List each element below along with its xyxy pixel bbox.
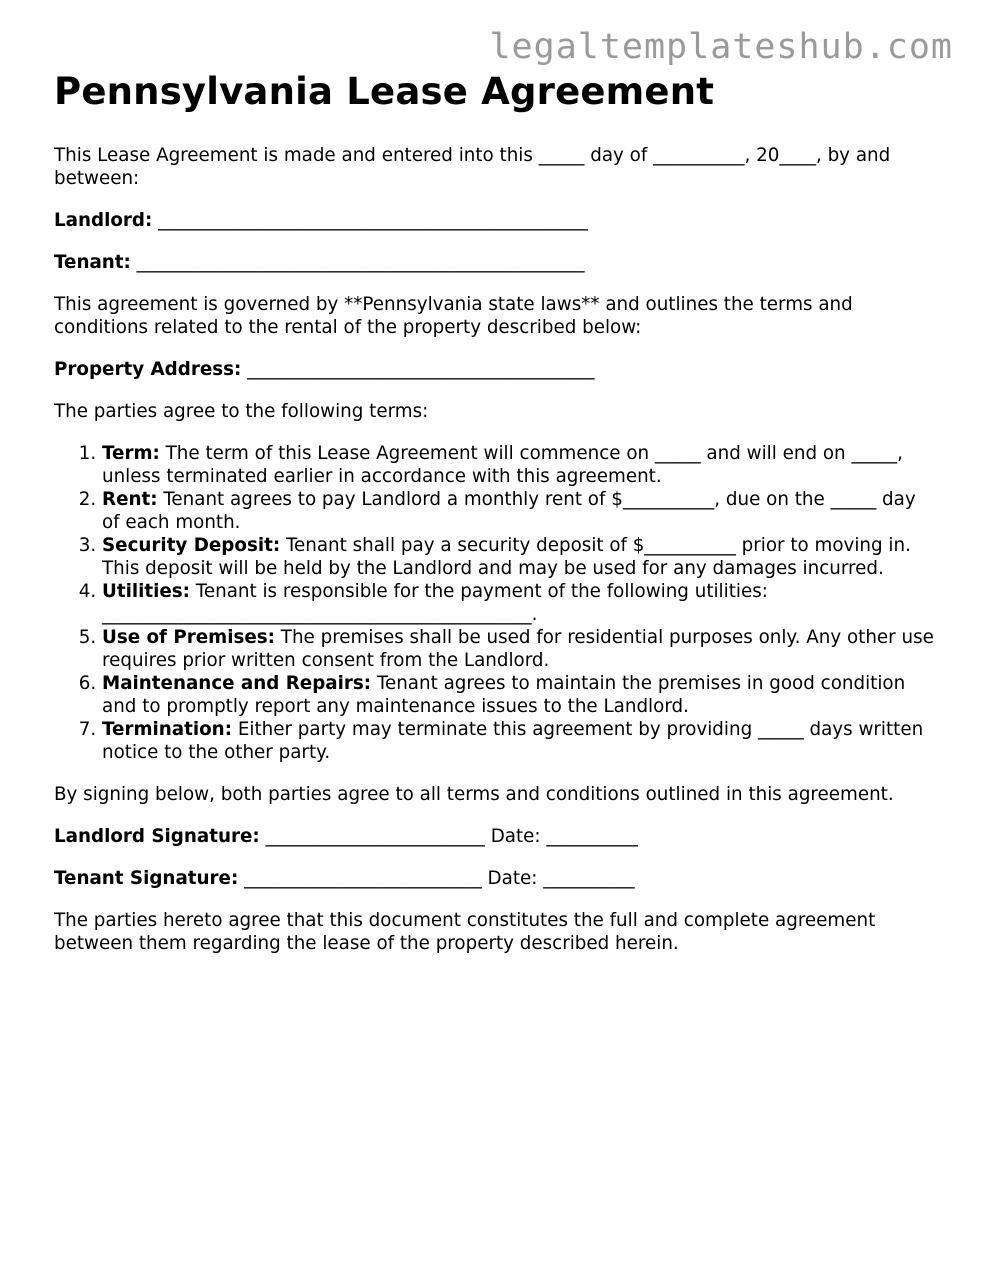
term-label: Term: — [102, 443, 160, 464]
terms-list — [54, 442, 934, 764]
landlord-line — [54, 209, 934, 232]
term-item — [102, 718, 934, 764]
landlord-label: Landlord: — [54, 210, 153, 231]
terms-intro: The parties agree to the following terms: — [54, 401, 429, 422]
term-text: The premises shall be used for residential purposes only. Any other use requires prior written consent from the Landlord. — [102, 627, 934, 671]
tenant-signature-blank: __________________________ — [244, 868, 482, 889]
term-label: Use of Premises: — [102, 627, 275, 648]
intro-paragraph: This Lease Agreement is made and entered into this _____ day of __________, 20____, by and between: — [54, 145, 891, 189]
property-line — [54, 358, 934, 381]
term-text: Tenant shall pay a security deposit of $__________ prior to moving in. This deposit will be held by the Landlord and may be used for any damages incurred. — [102, 535, 911, 579]
watermark: legaltemplateshub.com — [489, 27, 953, 67]
governed-paragraph: This agreement is governed by **Pennsylvania state laws** and outlines the terms and conditions related to the rental of the property described below: — [54, 294, 853, 338]
tenant-line — [54, 251, 934, 274]
tenant-label: Tenant: — [54, 252, 131, 273]
landlord-date-label: Date: — [490, 826, 541, 847]
landlord-signature-line — [54, 825, 934, 848]
landlord-signature-blank: ________________________ — [265, 826, 485, 847]
term-text: Tenant agrees to pay Landlord a monthly rent of $__________, due on the _____ day of each month. — [102, 489, 916, 533]
term-item — [102, 442, 934, 488]
term-text: Tenant is responsible for the payment of the following utilities: _______________________________________________. — [102, 581, 768, 625]
property-label: Property Address: — [54, 359, 242, 380]
signing-intro: By signing below, both parties agree to all terms and conditions outlined in this agreement. — [54, 784, 894, 805]
term-item — [102, 580, 934, 626]
landlord-signature-label: Landlord Signature: — [54, 826, 260, 847]
tenant-date-label: Date: — [487, 868, 538, 889]
term-item — [102, 534, 934, 580]
term-label: Termination: — [102, 719, 233, 740]
term-label: Rent: — [102, 489, 158, 510]
closing-paragraph: The parties hereto agree that this document constitutes the full and complete agreement between them regarding the lease of the property described herein. — [54, 910, 876, 954]
tenant-blank: _________________________________________________ — [136, 252, 585, 273]
term-text: The term of this Lease Agreement will commence on _____ and will end on _____, unless terminated earlier in accordance with this agreement. — [102, 443, 903, 487]
property-blank: ______________________________________ — [247, 359, 595, 380]
document-title: Pennsylvania Lease Agreement — [54, 70, 715, 113]
term-label: Utilities: — [102, 581, 190, 602]
landlord-blank: _______________________________________________ — [158, 210, 588, 231]
tenant-signature-label: Tenant Signature: — [54, 868, 239, 889]
landlord-date-blank: __________ — [546, 826, 638, 847]
term-item — [102, 626, 934, 672]
term-label: Security Deposit: — [102, 535, 281, 556]
term-item — [102, 672, 934, 718]
term-item — [102, 488, 934, 534]
tenant-signature-line — [54, 867, 934, 890]
term-text: Either party may terminate this agreement by providing _____ days written notice to the other party. — [102, 719, 924, 763]
term-text: Tenant agrees to maintain the premises in good condition and to promptly report any maintenance issues to the Landlord. — [102, 673, 906, 717]
term-label: Maintenance and Repairs: — [102, 673, 372, 694]
tenant-date-blank: __________ — [543, 868, 635, 889]
document-page — [54, 70, 934, 974]
